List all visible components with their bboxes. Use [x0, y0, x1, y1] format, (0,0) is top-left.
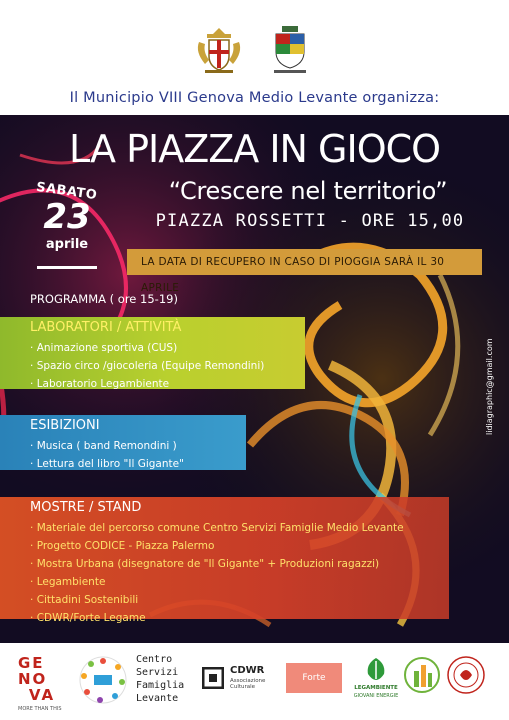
date-month: aprile [45, 237, 89, 252]
page-header [0, 0, 509, 115]
list-item: · Animazione sportiva (CUS) [30, 339, 305, 357]
list-item: · Progetto CODICE - Piazza Palermo [30, 537, 449, 555]
event-date [26, 180, 108, 269]
section-items [0, 519, 449, 627]
genova-logo: GE NO VA MORE THAN THIS [18, 654, 62, 712]
list-item: · Cittadini Sostenibili [30, 591, 449, 609]
centro-servizi-famiglie-logo: Centro Servizi Famiglia Levante [136, 654, 185, 704]
date-day: 23 [43, 197, 91, 237]
event-poster [0, 115, 509, 643]
program-heading: PROGRAMMA ( ore 15-19) [30, 292, 178, 306]
list-item: · Musica ( band Remondini ) [30, 437, 246, 455]
list-item: · Materiale del percorso comune Centro Servizi Famiglie Medio Levante [30, 519, 449, 537]
legambiente-leaf-icon [365, 657, 387, 681]
cdwr-logo: CDWR Associazione Culturale [202, 665, 280, 699]
designer-credit: lidiagraphic@gmail.com [485, 338, 494, 435]
municipio-coat-of-arms-icon [270, 24, 310, 76]
event-place-time: PIAZZA ROSSETTI - ORE 15,00 [155, 211, 465, 231]
event-title: LA PIAZZA IN GIOCO [68, 127, 441, 171]
list-item: · CDWR/Forte Legame [30, 609, 449, 627]
list-item: · Laboratorio Legambiente [30, 375, 305, 393]
list-item: · Lettura del libro "Il Gigante" [30, 455, 246, 473]
section-laboratori [0, 317, 305, 389]
list-item: · Spazio circo /giocoleria (Equipe Remondini) [30, 357, 305, 375]
section-items [0, 437, 246, 473]
section-title: MOSTRE / STAND [30, 500, 142, 515]
list-item: · Mostra Urbana (disegnatore de "Il Gigante" + Produzioni ragazzi) [30, 555, 449, 573]
cdwr-mark-icon [202, 667, 224, 689]
rain-date-notice: LA DATA DI RECUPERO IN CASO DI PIOGGIA SARÀ IL 30 APRILE [127, 249, 482, 275]
section-esibizioni [0, 415, 246, 470]
genova-coat-of-arms-icon [195, 24, 243, 76]
organizer-heading: Il Municipio VIII Genova Medio Levante organizza: [69, 90, 440, 106]
section-mostre-stand [0, 497, 449, 624]
section-items [0, 339, 305, 393]
section-title: LABORATORI / ATTIVITÀ [30, 320, 182, 335]
partner-logos [0, 643, 509, 720]
legambiente-logo: LEGAMBIENTE GIOVANI ENERGIE [352, 657, 400, 707]
section-title: ESIBIZIONI [30, 418, 100, 433]
date-divider [37, 266, 97, 269]
cittadini-sostenibili-logo-icon [404, 655, 440, 695]
list-item: · Legambiente [30, 573, 449, 591]
forte-legame-logo: Forte Legame [286, 663, 342, 693]
circular-stamp-logo-icon [446, 653, 486, 699]
date-weekday: SABATO [35, 179, 99, 204]
event-subtitle: “Crescere nel territorio” [168, 177, 448, 205]
famiglie-circle-logo-icon [78, 655, 128, 705]
